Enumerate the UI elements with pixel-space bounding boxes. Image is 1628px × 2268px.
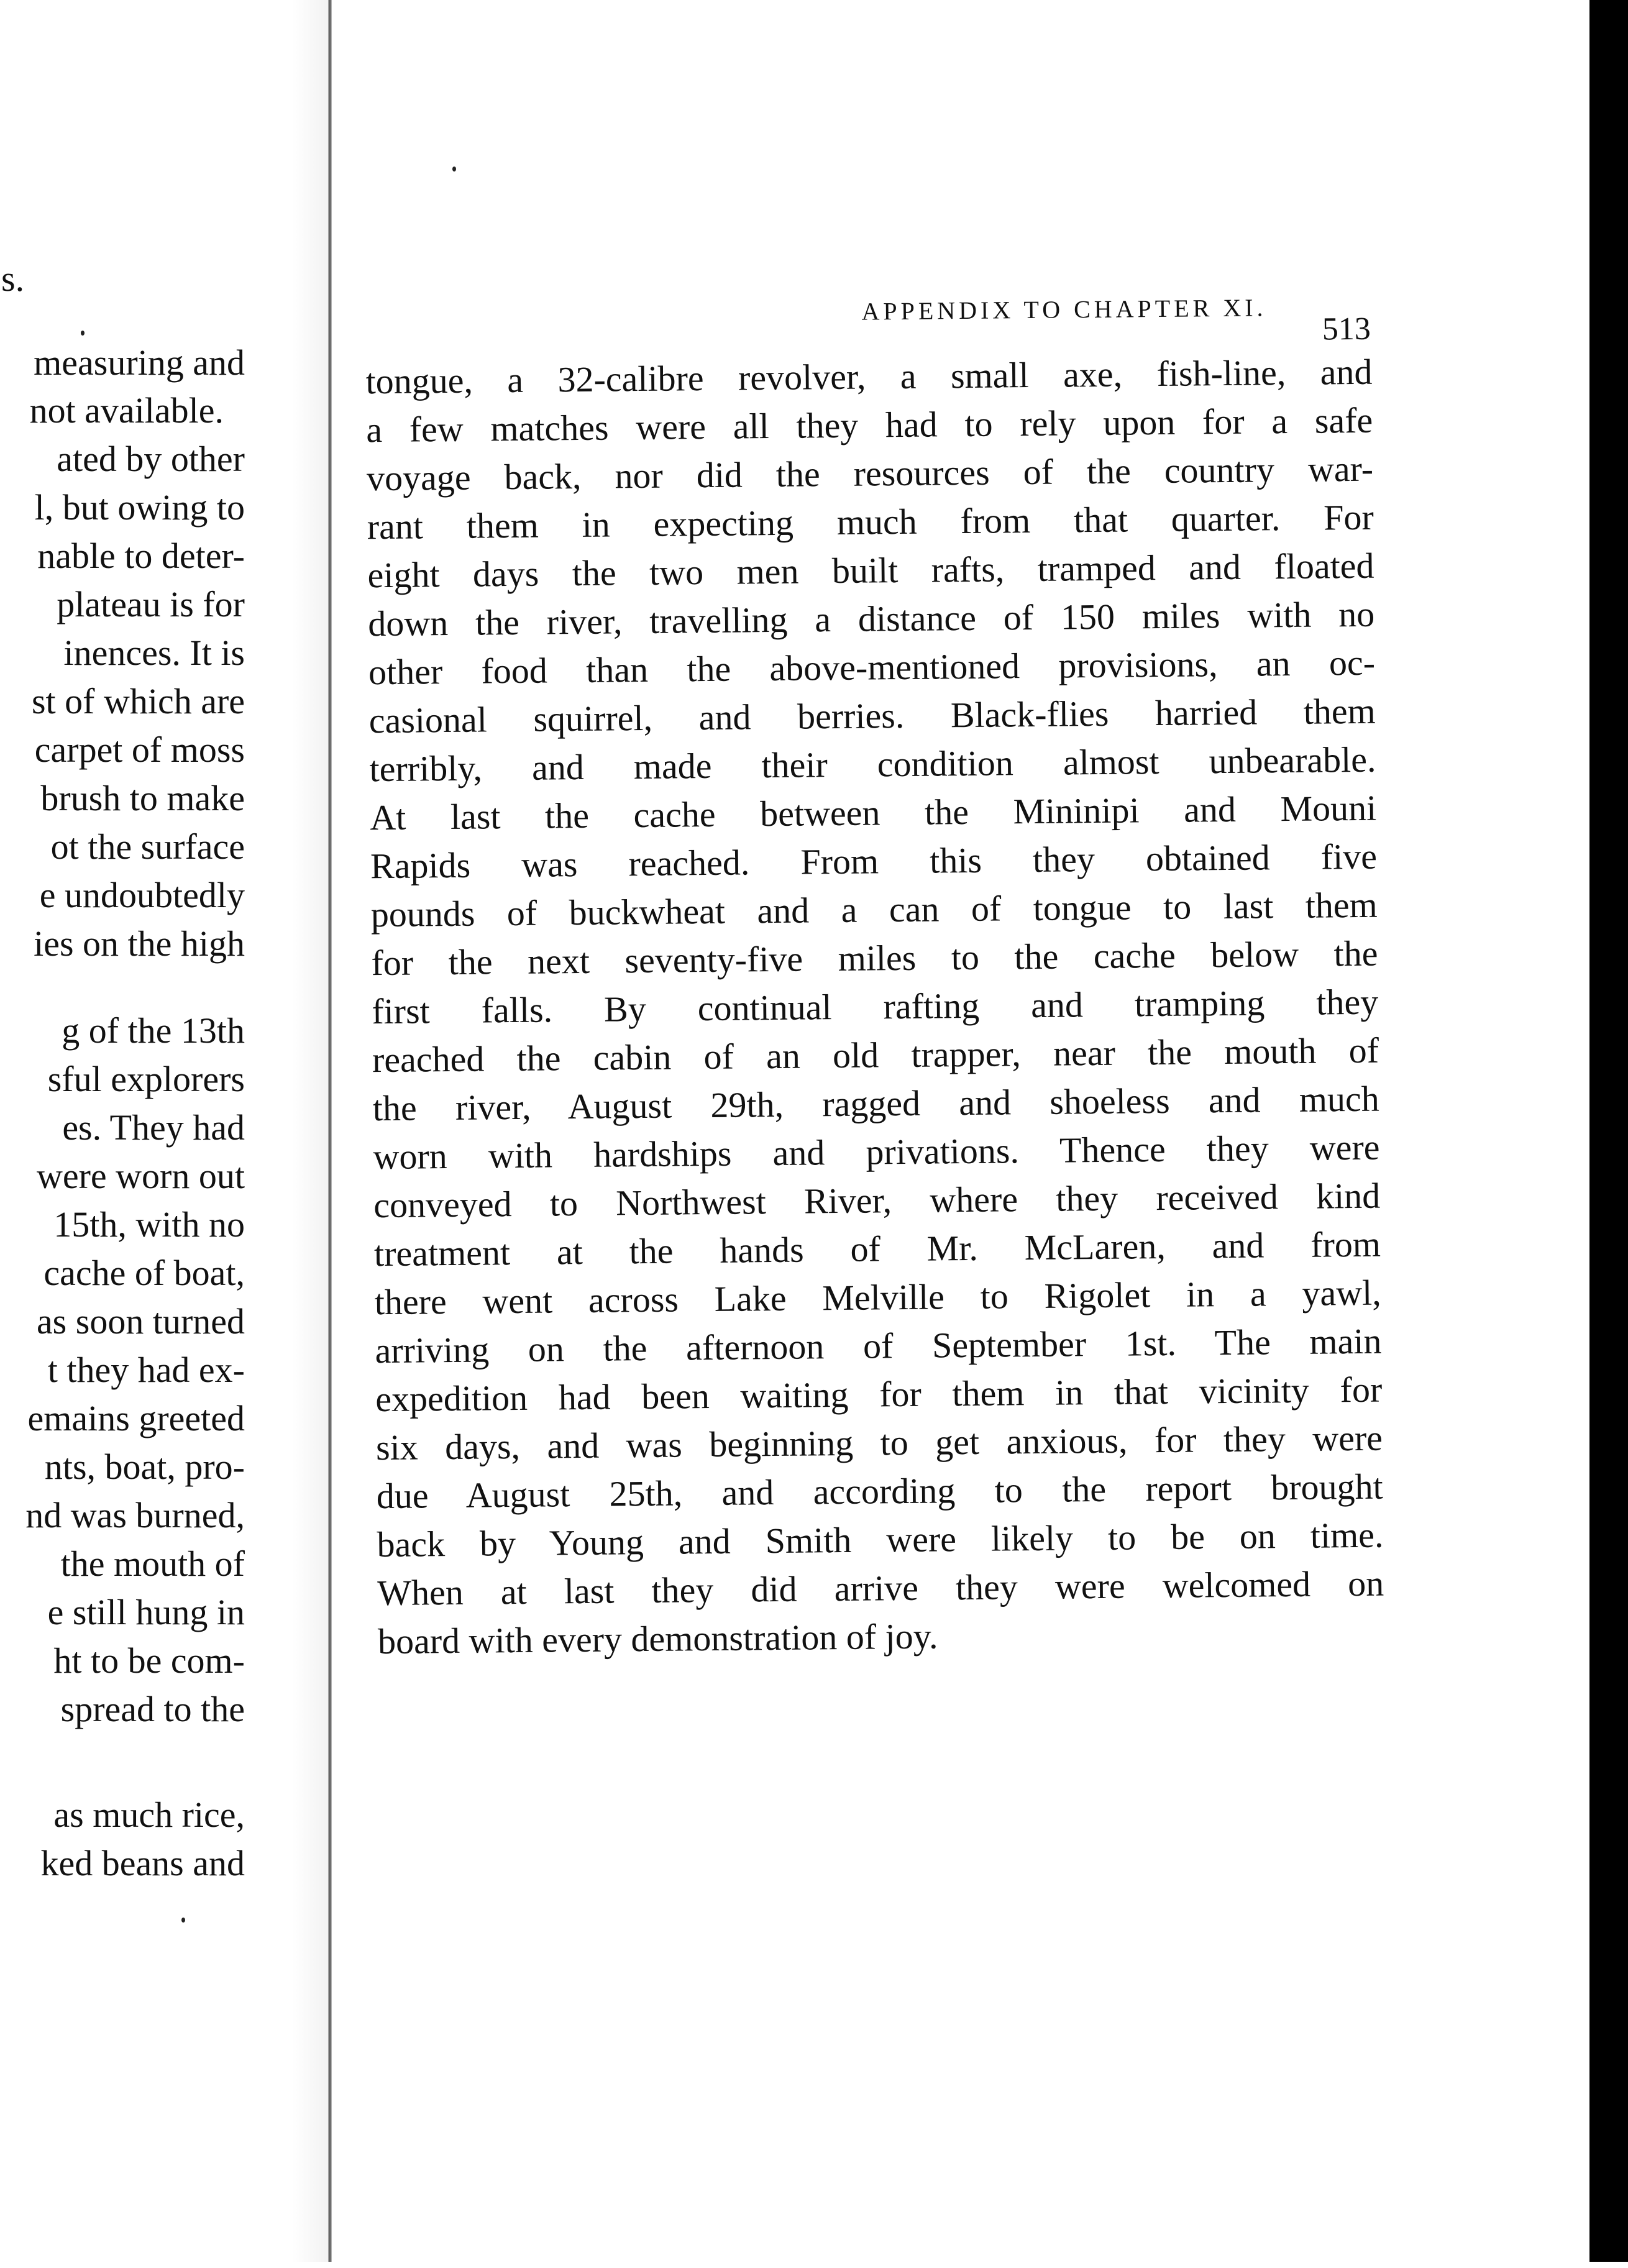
page-number: 513 [1322, 311, 1371, 347]
left-page-line: emains greeted [27, 1398, 245, 1438]
text-line: the river, August 29th, ragged and shoeless and much [372, 1078, 1380, 1129]
text-line: worn with hardships and privations. Thence they were [373, 1127, 1380, 1177]
running-head: APPENDIX TO CHAPTER XI. [861, 293, 1267, 326]
left-page-line: g of the 13th [62, 1010, 245, 1051]
left-page-line: nts, boat, pro- [44, 1447, 245, 1487]
left-page-line: st of which are [31, 681, 245, 721]
text-line: down the river, travelling a distance of 150 miles with no [367, 593, 1375, 644]
left-page-line: ked beans and [40, 1843, 245, 1883]
text-line: When at last they did arrive they were welcomed on [377, 1563, 1384, 1614]
text-line: pounds of buckwheat and a can of tongue to last them [370, 884, 1378, 935]
text-line: Rapids was reached. From this they obtained five [370, 836, 1378, 887]
speck [181, 1918, 185, 1923]
left-page-line: sful explorers [47, 1059, 245, 1099]
left-page-line: were worn out [36, 1156, 245, 1196]
text-line: terribly, and made their condition almost unbearable. [369, 739, 1376, 790]
left-page-line: as soon turned [36, 1301, 245, 1342]
book-gutter [328, 0, 332, 2262]
left-page-line: nable to deter- [37, 536, 245, 576]
left-page-line: t they had ex- [47, 1350, 245, 1390]
left-page-line: cache of boat, [43, 1253, 245, 1293]
left-page-line: e still hung in [47, 1592, 245, 1632]
left-page-line: nd was burned, [25, 1495, 245, 1535]
left-page-line: s. [1, 258, 25, 299]
left-page-fragment [0, 0, 261, 2262]
text-line: arriving on the afternoon of September 1st. The main [375, 1320, 1382, 1371]
text-line: back by Young and Smith were likely to be on time. [377, 1514, 1384, 1565]
left-page-line: ated by other [57, 439, 245, 479]
left-page-line: ht to be com- [53, 1640, 245, 1681]
text-line: conveyed to Northwest River, where they received kind [373, 1175, 1381, 1226]
left-page-line: inences. It is [63, 633, 245, 673]
left-page-line: as much rice, [53, 1795, 245, 1835]
body-text [365, 348, 1384, 1666]
speck [81, 331, 85, 336]
text-line: a few matches were all they had to rely upon for a safe [366, 400, 1373, 450]
gutter-shadow [292, 0, 328, 2262]
text-line: rant them in expecting much from that quarter. For [367, 496, 1374, 547]
left-page-line: ies on the high [34, 923, 245, 964]
text-line: voyage back, nor did the resources of the country war- [366, 448, 1374, 499]
left-page-line: brush to make [40, 778, 245, 818]
left-page-line: spread to the [60, 1689, 245, 1729]
text-line: due August 25th, and according to the report brought [376, 1466, 1384, 1517]
text-line: for the next seventy-five miles to the cache below the [371, 933, 1378, 984]
left-page-line: 15th, with no [53, 1204, 245, 1245]
left-page-line: measuring and [34, 342, 245, 383]
text-line: tongue, a 32-calibre revolver, a small axe, fish-line, and [365, 351, 1373, 402]
text-line: casional squirrel, and berries. Black-flies harried them [368, 690, 1376, 741]
left-page-line: e undoubtedly [39, 875, 245, 915]
left-page-line: es. They had [62, 1107, 245, 1148]
text-line: expedition had been waiting for them in that vicinity for [375, 1369, 1383, 1420]
left-page-line: l, but owing to [34, 487, 245, 528]
text-line: first falls. By continual rafting and tramping they [371, 981, 1379, 1032]
left-page-line: the mouth of [60, 1543, 245, 1584]
text-line: other food than the above-mentioned provisions, an oc- [368, 642, 1376, 693]
scan-border [1589, 0, 1628, 2262]
text-line: reached the cabin of an old trapper, near the mouth of [372, 1030, 1379, 1081]
text-line: treatment at the hands of Mr. McLaren, and from [373, 1223, 1381, 1274]
text-line: there went across Lake Melville to Rigolet in a yawl, [374, 1272, 1382, 1323]
left-page-line: not available. [29, 390, 224, 431]
text-line: board with every demonstration of joy. [377, 1616, 938, 1662]
left-page-line: plateau is for [57, 584, 245, 624]
right-page [337, 0, 1602, 2268]
left-page-line: ot the surface [50, 826, 245, 867]
text-line: At last the cache between the Mininipi and Mouni [369, 787, 1377, 838]
text-line: eight days the two men built rafts, tramped and floated [367, 545, 1374, 596]
left-page-line: carpet of moss [34, 729, 245, 770]
text-line: six days, and was beginning to get anxious, for they were [375, 1417, 1383, 1468]
